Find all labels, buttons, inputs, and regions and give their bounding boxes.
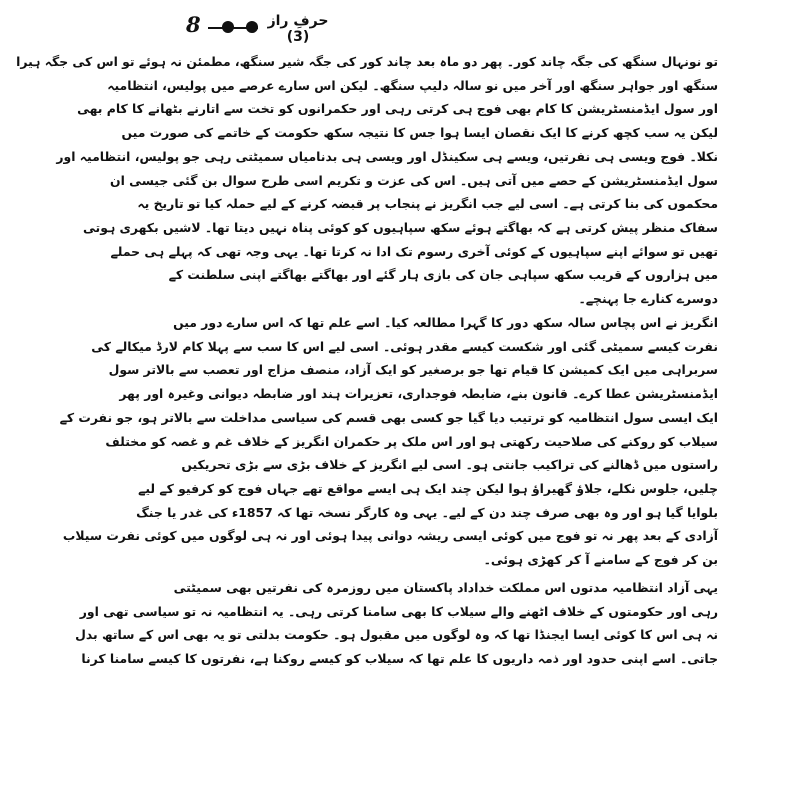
running-title: حرفِ راز (3) (267, 13, 329, 45)
text-line: سیلاب کو روکنے کی صلاحیت رکھتی ہو اور اس ملک پر حکمران انگریز کے خلاف غم و غصہ کو مختلف (105, 433, 718, 449)
page-number: 8 (186, 12, 201, 37)
text-line: بلوایا گیا ہو اور وہ بھی صرف چند دن کے لیے۔ یہی وہ کارگر نسخہ تھا کہ 1857ء کی غدر یا جنگ (136, 504, 718, 520)
text-line: جاتی۔ اسے اپنی حدود اور ذمہ داریوں کا علم تھا کہ سیلاب کو کیسے روکنا ہے، نفرتوں کا کیسے سامنا کرنا (81, 650, 718, 666)
text-line: بن کر فوج کے سامنے آ کر کھڑی ہوئی۔ (483, 552, 718, 568)
text-line: سول ایڈمنسٹریشن کے حصے میں آتی ہیں۔ اس کی عزت و تکریم اسی طرح سوال بن گئی جیسی ان (110, 172, 718, 188)
text-line: یہی آزاد انتظامیہ مدتوں اس مملکت خداداد پاکستان میں روزمرہ کی نفرتیں بھی سمیٹتی (173, 579, 718, 595)
text-line: سنگھ اور جواہر سنگھ اور آخر میں نو سالہ دلیپ سنگھ۔ لیکن اس سارے عرصے میں پولیس، انتظامیہ (107, 77, 718, 93)
text-line: میں ہزاروں کے قریب سکھ سپاہی جان کی بازی ہار گئے اور بھاگتے بھاگتے اپنی سلطنت کے (168, 267, 718, 283)
text-line: ایک ایسی سول انتظامیہ کو ترتیب دیا گیا جو کسی بھی قسم کی سیاسی مداخلت سے بالاتر ہو، جو نفرت کے (59, 409, 718, 425)
text-line: نہ ہی اس کا کوئی ایسا ایجنڈا تھا کہ وہ لوگوں میں مقبول ہو۔ حکومت بدلتی تو یہ بھی اس کے ساتھ بدل (75, 627, 718, 643)
text-line: لیکن یہ سب کچھ کرنے کا ایک نقصان ایسا ہوا جس کا نتیجہ سکھ حکومت کے خاتمے کی صورت میں (121, 125, 718, 141)
text-line: چلیں، جلوس نکلے، جلاؤ گھیراؤ ہوا لیکن چند ایک ہی ایسے مواقع تھے جہاں فوج کو کرفیو کے لیے (138, 480, 718, 496)
text-line: سفاک منظر پیش کرتی ہے کہ بھاگتے ہوئے سکھ سپاہیوں کو کوئی پناہ نہیں دیتا تھا۔ لاشیں بکھری ہوتی (83, 220, 718, 236)
text-line: نفرت کیسے سمیٹی گئی اور شکست کیسے مقدر ہوئی۔ اسی لیے اس کا سب سے پہلا کام لارڈ میکالے کی (91, 338, 718, 354)
header-ornament-dot (246, 21, 258, 33)
text-line: سربراہی میں ایک کمیشن کا قیام تھا جو برصغیر کو ایک آزاد، منصف مزاج اور تعصب سے بالاتر سول (108, 362, 718, 378)
body-text (16, 50, 718, 671)
text-line: آزادی کے بعد پھر نہ تو فوج میں کوئی ایسی ریشہ دوانی پیدا ہوئی اور نہ ہی لوگوں میں کوئی نفرت سیلاب (62, 528, 718, 544)
text-line: اور سول ایڈمنسٹریشن کا کام بھی فوج ہی کرتی رہی اور حکمرانوں کو تخت سے اتارنے بٹھانے کا کام بھی (77, 101, 718, 117)
page-header (0, 10, 800, 50)
text-line: نکلا۔ فوج ویسی ہی نفرتیں، ویسے ہی سکینڈل اور ویسی ہی بدنامیاں سمیٹتی رہی جو پولیس، انتظامیہ اور (56, 148, 718, 164)
text-line: تھیں تو سوائے اپنے سپاہیوں کے کوئی آخری رسوم تک ادا نہ کرتا تھا۔ یہی وجہ تھی کہ پہلے ہی حملے (110, 243, 718, 259)
text-line: ایڈمنسٹریشن عطا کرے۔ قانون بنے، ضابطہ فوجداری، تعزیرات ہند اور ضابطہ دیوانی وغیرہ اور پھر (119, 386, 718, 402)
text-line: تو نونہال سنگھ کی جگہ چاند کور۔ پھر دو ماہ بعد چاند کور کی جگہ شیر سنگھ، مطمئن نہ ہوئے تو اس کی جگہ ہیرا (16, 54, 718, 69)
text-line: انگریز نے اس پچاس سالہ سکھ دور کا گہرا مطالعہ کیا۔ اسے علم تھا کہ اس سارے دور میں (173, 314, 718, 330)
text-line: رہی اور حکومتوں کے خلاف اٹھنے والے سیلاب کا بھی سامنا کرتی رہی۔ یہ انتظامیہ نہ تو سیاسی تھی اور (79, 603, 718, 619)
text-line: راستوں میں ڈھالنے کی تراکیب جانتی ہو۔ اسی لیے انگریز کے خلاف بڑی سے بڑی تحریکیں (181, 457, 718, 473)
header-ornament-dot (222, 21, 234, 33)
text-line: محکموں کی بنا کرتی ہے۔ اسی لیے جب انگریز نے پنجاب پر قبضہ کرنے کے لیے حملہ کیا تو تاریخ یہ (137, 196, 718, 212)
text-line: دوسرے کنارے جا پہنچے۔ (578, 291, 718, 307)
